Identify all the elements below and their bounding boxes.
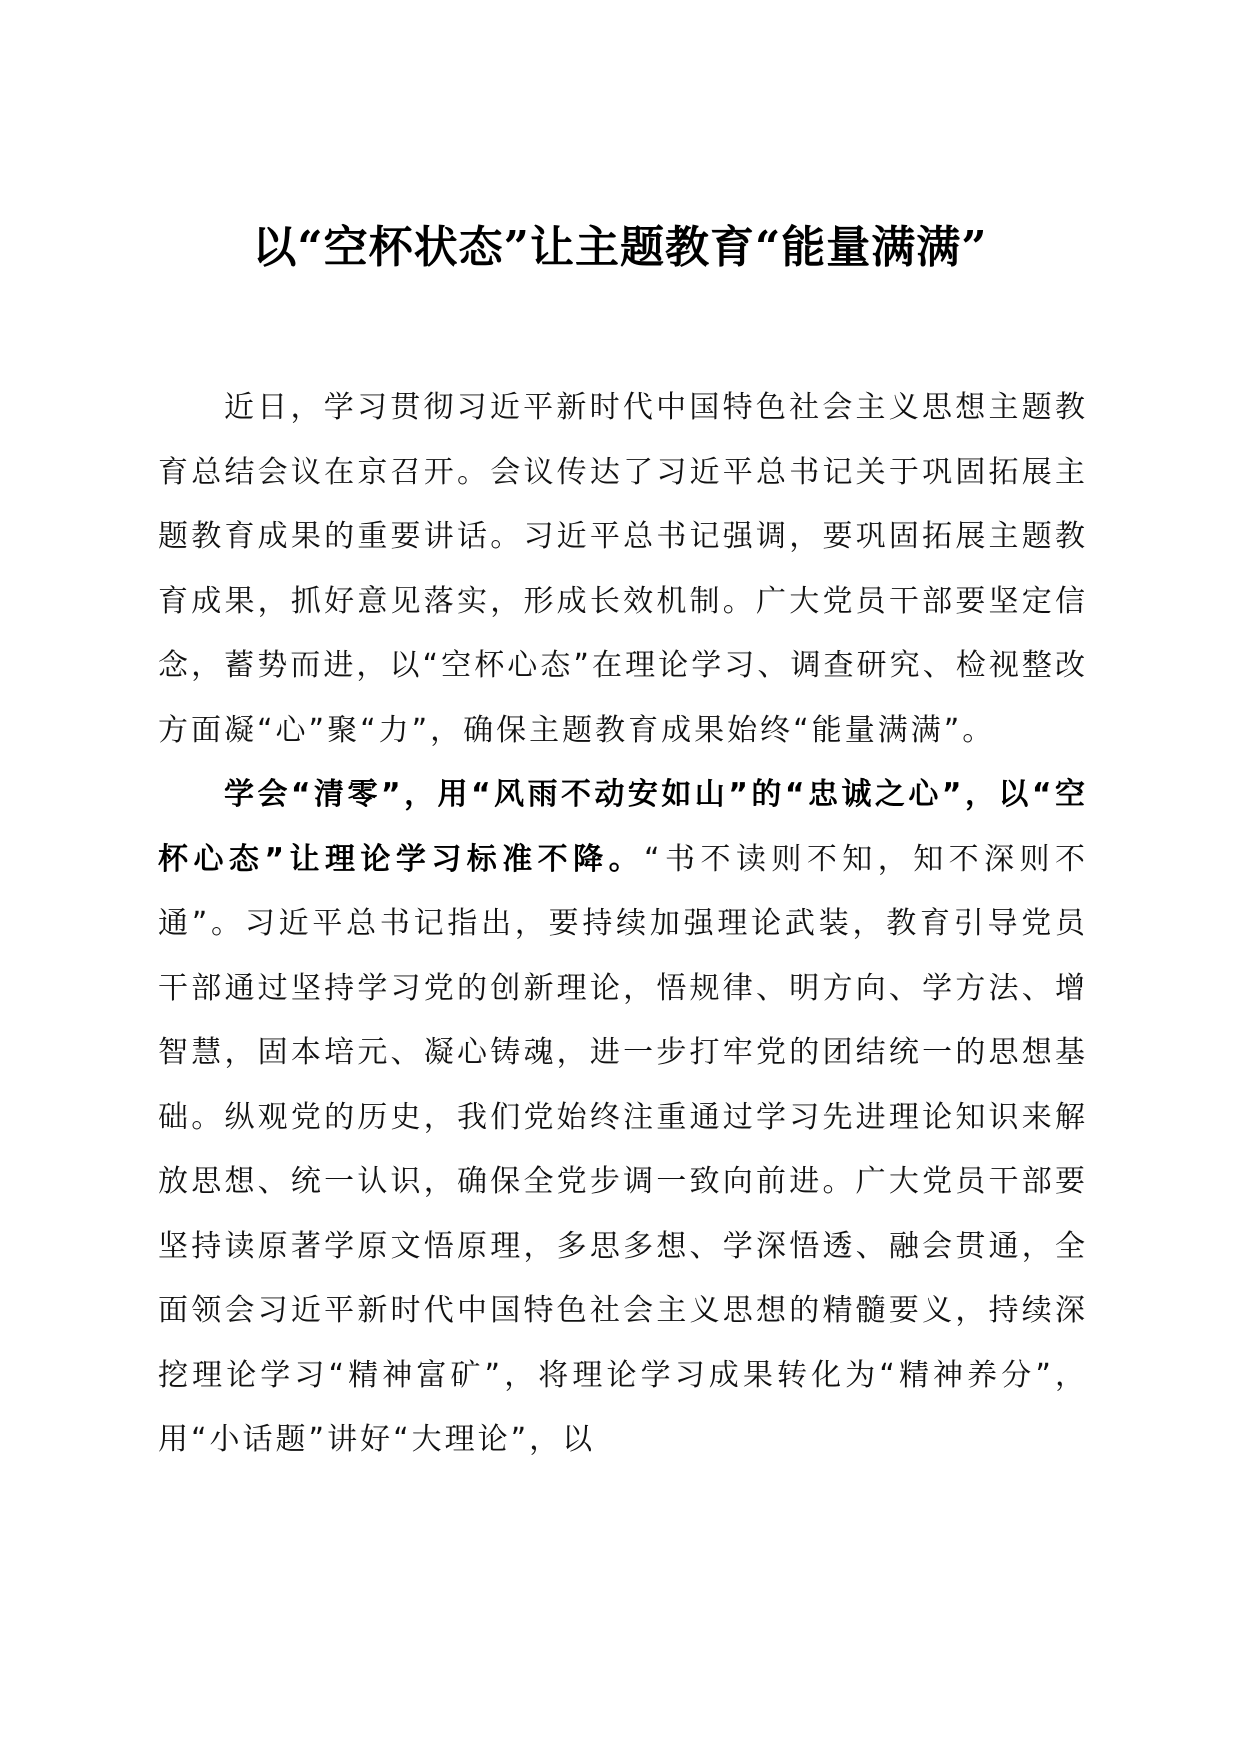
paragraph-theory-study xyxy=(158,763,1088,1473)
document-title: 以“空杯状态”让主题教育“能量满满” xyxy=(252,222,988,273)
paragraph-text: “书不读则不知，知不深则不通”。习近平总书记指出，要持续加强理论武装，教育引导党员干部通过坚持学习党的创新理论，悟规律、明方向、学方法、增智慧，固本培元、凝心铸魂，进一步打牢党的团结统一的思想基础。纵观党的历史，我们党始终注重通过学习先进理论知识来解放思想、统一认识，确保全党步调一致向前进。广大党员干部要坚持读原著学原文悟原理，多思多想、学深悟透、融会贯通，全面领会习近平新时代中国特色社会主义思想的精髓要义，持续深挖理论学习“精神富矿”，将理论学习成果转化为“精神养分”，用“小话题”讲好“大理论”，以 xyxy=(158,841,1089,1457)
paragraph-lead: 学会“清零”，用“风雨不动安如山”的“忠诚之心”，以“空杯心态”让理论学习标准不降。 xyxy=(158,777,1088,877)
document-body xyxy=(158,376,1088,1473)
paragraph-intro xyxy=(158,376,1088,763)
paragraph-text: 近日，学习贯彻习近平新时代中国特色社会主义思想主题教育总结会议在京召开。会议传达了习近平总书记关于巩固拓展主题教育成果的重要讲话。习近平总书记强调，要巩固拓展主题教育成果，抓好意见落实，形成长效机制。广大党员干部要坚定信念，蓄势而进，以“空杯心态”在理论学习、调查研究、检视整改方面凝“心”聚“力”，确保主题教育成果始终“能量满满”。 xyxy=(158,390,1088,748)
